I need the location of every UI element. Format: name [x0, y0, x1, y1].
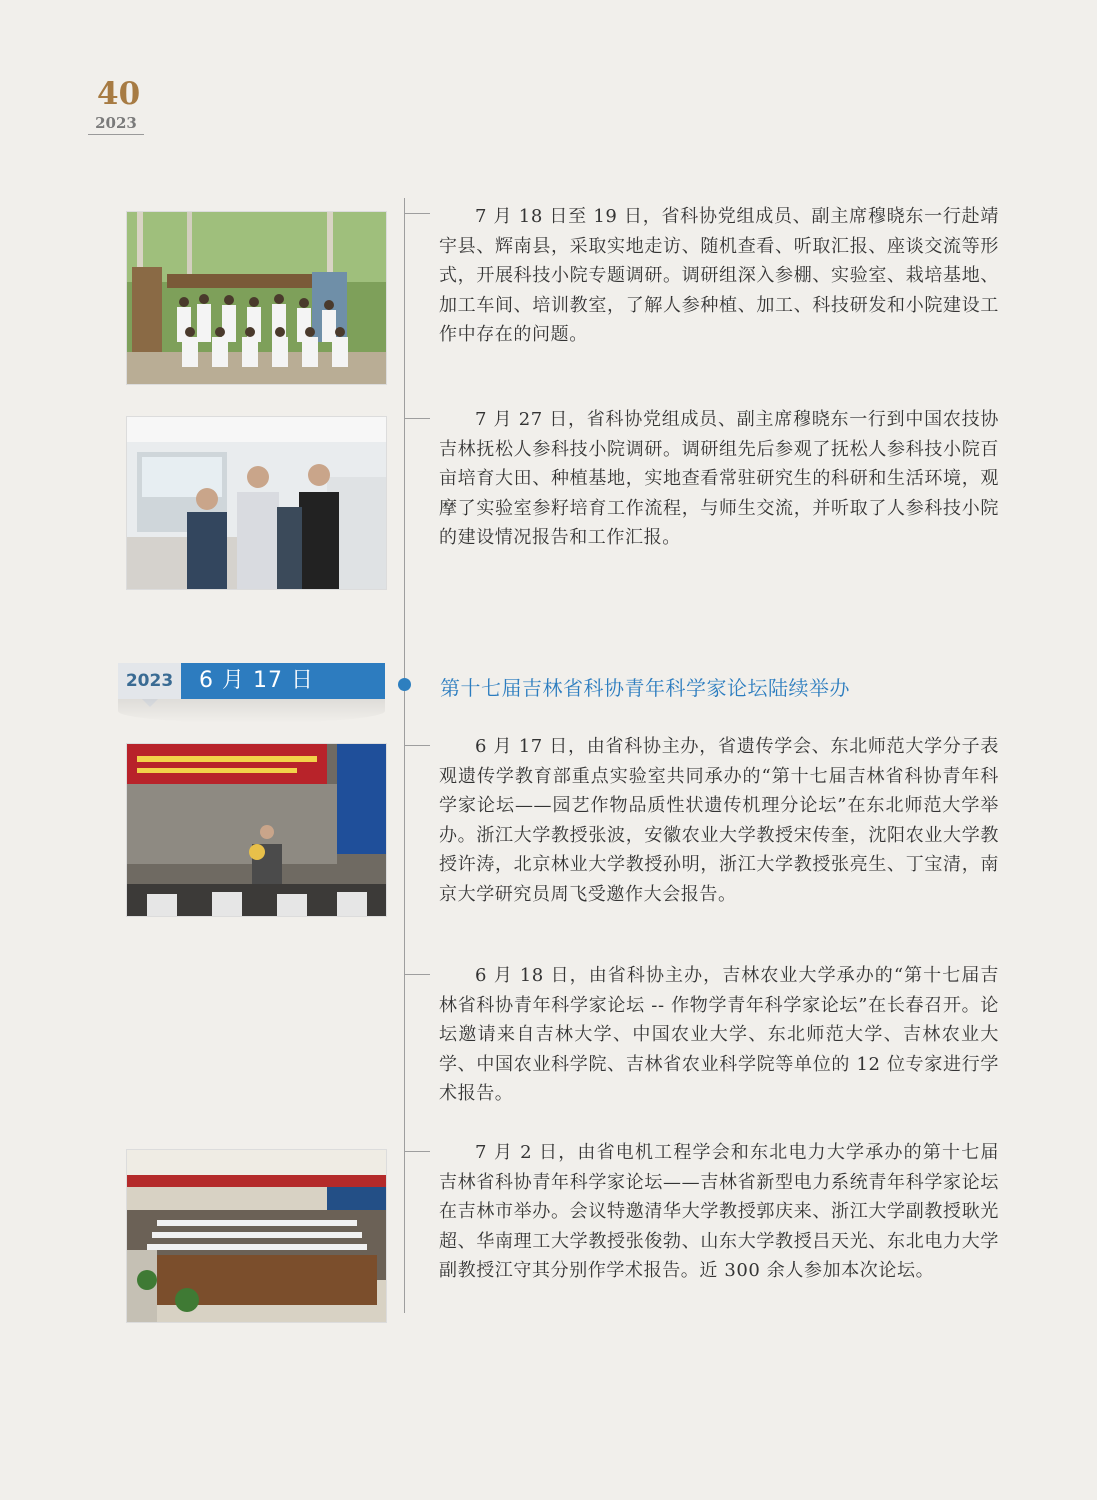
timeline-tick — [404, 418, 430, 419]
timeline-tick — [404, 745, 430, 746]
date-banner-year: 2023 — [118, 663, 181, 699]
timeline-tick — [404, 213, 430, 214]
entry-paragraph: 6 月 18 日，由省科协主办，吉林农业大学承办的“第十七届吉林省科协青年科学家论坛 -- 作物学青年科学家论坛”在长春召开。论坛邀请来自吉林大学、中国农业大学、东北师范大学、吉林农业大学、中国农业科学院、吉林省农业科学院等单位的 12 位专家进行学术报告。 — [439, 965, 999, 1104]
section-title: 第十七届吉林省科协青年科学家论坛陆续举办 — [440, 676, 850, 700]
timeline-tick — [404, 974, 430, 975]
timeline-dot — [398, 678, 411, 691]
photo-group-outdoor — [126, 211, 387, 385]
photo-lab-visit — [126, 416, 387, 590]
timeline-line — [404, 198, 405, 1313]
timeline-tick — [404, 1151, 430, 1152]
photo-forum-speaker — [126, 743, 387, 917]
entry-paragraph: 7 月 2 日，由省电机工程学会和东北电力大学承办的第十七届吉林省科协青年科学家论坛——吉林省新型电力系统青年科学家论坛在吉林市举办。会议特邀清华大学教授郭庆来、浙江大学副教授耿光超、华南理工大学教授张俊勃、山东大学教授吕天光、东北电力大学副教授江守其分别作学术报告。近 300 余人参加本次论坛。 — [439, 1142, 999, 1281]
page-number: 40 — [97, 76, 141, 112]
page-year: 2023 — [88, 114, 144, 135]
entry-paragraph: 7 月 18 日至 19 日，省科协党组成员、副主席穆晓东一行赴靖宇县、辉南县，采取实地走访、随机查看、听取汇报、座谈交流等形式，开展科技小院专题调研。调研组深入参棚、实验室、栽培基地、加工车间、培训教室，了解人参种植、加工、科技研发和小院建设工作中存在的问题。 — [439, 206, 999, 345]
date-banner — [118, 663, 385, 699]
banner-shadow — [118, 699, 385, 723]
entry-paragraph: 6 月 17 日，由省科协主办，省遗传学会、东北师范大学分子表观遗传学教育部重点实验室共同承办的“第十七届吉林省科协青年科学家论坛——园艺作物品质性状遗传机理分论坛”在东北师范大学举办。浙江大学教授张波，安徽农业大学教授宋传奎，沈阳农业大学教授许涛，北京林业大学教授孙明，浙江大学教授张亮生、丁宝清，南京大学研究员周飞受邀作大会报告。 — [439, 736, 999, 905]
entry-paragraph: 7 月 27 日，省科协党组成员、副主席穆晓东一行到中国农技协吉林抚松人参科技小院调研。调研组先后参观了抚松人参科技小院百亩培育大田、种植基地，实地查看常驻研究生的科研和生活环境，观摩了实验室参籽培育工作流程，与师生交流，并听取了人参科技小院的建设情况报告和工作汇报。 — [439, 409, 999, 548]
photo-conference-hall — [126, 1149, 387, 1323]
date-banner-day: 6 月 17 日 — [181, 663, 385, 699]
